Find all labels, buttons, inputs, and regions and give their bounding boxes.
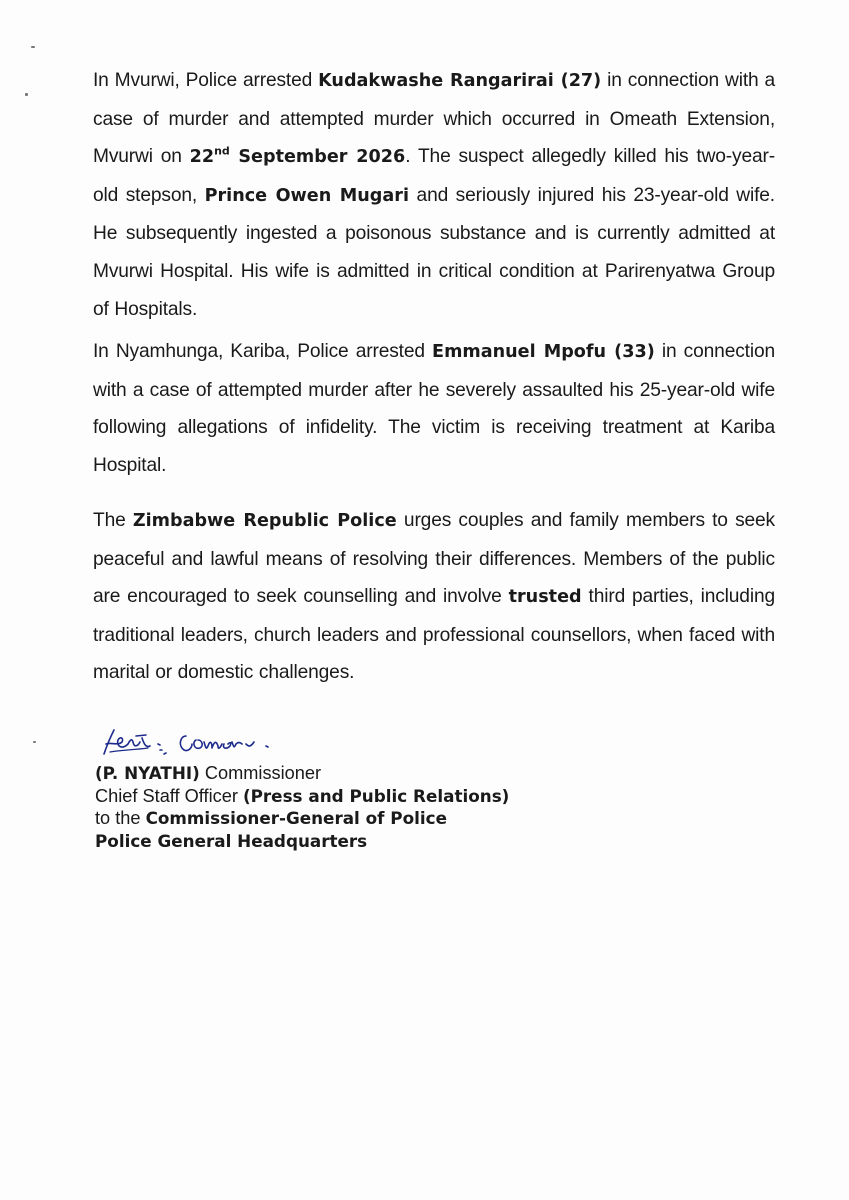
emphasized-text: September 2026 <box>229 147 406 168</box>
body-text-span: in connection with a case of murder and attempted murder which occurred in Omeath Extension, Mvurwi on <box>93 70 775 168</box>
emphasized-text: trusted <box>508 587 582 608</box>
body-text-span: . The suspect allegedly killed his two-year-old stepson, <box>93 146 775 206</box>
body-text-span: Commissioner <box>199 763 322 783</box>
paragraph-police-appeal <box>93 502 775 692</box>
signature-line <box>95 830 615 853</box>
signature-line <box>95 785 615 808</box>
body-text-span: to the <box>95 808 146 828</box>
body-text-span: third parties, including traditional leaders, church leaders and professional counsellors, when faced with marital or domestic challenges. <box>93 586 775 684</box>
scan-speck <box>33 741 36 743</box>
emphasized-text: Commissioner-General of Police <box>145 808 447 828</box>
emphasized-text: Kudakwashe Rangarirai (27) <box>318 71 602 91</box>
emphasized-text: Zimbabwe Republic Police <box>132 511 397 531</box>
signature-line <box>95 807 615 830</box>
emphasized-text: Police General Headquarters <box>95 830 368 851</box>
emphasized-text: Prince Owen Mugari <box>204 185 409 206</box>
body-text-span: and seriously injured his 23-year-old wife. He subsequently ingested a poisonous substance and is currently admitted at Mvurwi Hospital. His wife is admitted in critical condition at Parirenyatwa Group of Hospitals. <box>93 184 775 320</box>
body-text-span: in connection with a case of attempted murder after he severely assaulted his 25-year-old wife following allegations of infidelity. The victim is receiving treatment at Kariba Hospital. <box>93 341 775 476</box>
emphasized-text: Emmanuel Mpofu (33) <box>432 342 655 362</box>
emphasized-text: 22 <box>189 147 215 168</box>
paragraph-nyamhunga-arrest <box>93 333 775 484</box>
signature-block <box>95 762 615 852</box>
emphasized-text: (Press and Public Relations) <box>242 785 510 806</box>
emphasized-text: (P. NYATHI) <box>95 763 200 783</box>
emphasized-text: nd <box>214 144 230 158</box>
scan-speck <box>25 93 28 96</box>
signature-line <box>95 762 615 785</box>
body-text-span: The <box>93 510 133 531</box>
handwritten-signature <box>100 724 280 764</box>
paragraph-mvurwi-arrest <box>93 62 775 328</box>
scan-speck <box>31 46 35 48</box>
body-text-span: Chief Staff Officer <box>95 785 243 806</box>
body-text-span: In Mvurwi, Police arrested <box>93 70 319 91</box>
body-text-span: In Nyamhunga, Kariba, Police arrested <box>93 341 433 362</box>
body-text-span: urges couples and family members to seek peaceful and lawful means of resolving their differences. Members of the public are encouraged to seek counselling and involve <box>93 510 775 608</box>
